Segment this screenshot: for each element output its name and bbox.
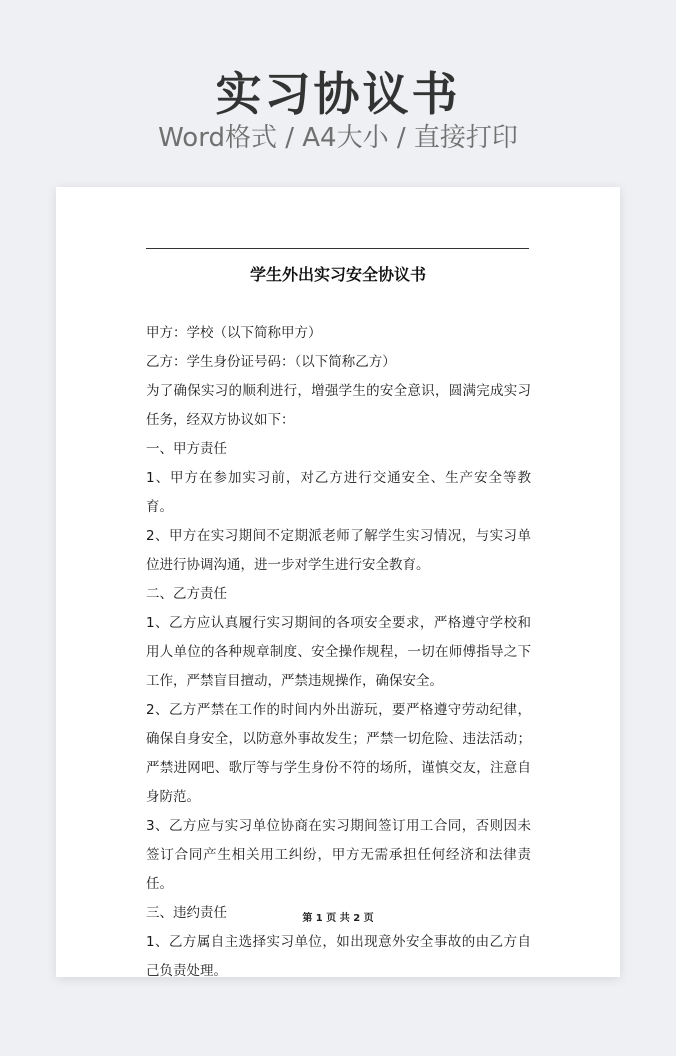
preamble-paragraph: 为了确保实习的顺利进行，增强学生的安全意识，圆满完成实习任务，经双方协议如下： xyxy=(146,383,531,428)
section-heading-party-a: 一、甲方责任 xyxy=(146,441,227,457)
banner-subtitle: Word格式 / A4大小 / 直接打印 xyxy=(158,123,518,153)
clause-paragraph: 3、乙方应与实习单位协商在实习期间签订用工合同，否则因未签订合同产生相关用工纠纷，甲方无需承担任何经济和法律责任。 xyxy=(146,818,531,892)
document-body xyxy=(146,319,531,986)
section-heading-party-b: 二、乙方责任 xyxy=(146,586,227,602)
clause-paragraph: 2、甲方在实习期间不定期派老师了解学生实习情况，与实习单位进行协调沟通，进一步对学生进行安全教育。 xyxy=(146,528,531,573)
party-b-line: 乙方：学生身份证号码：（以下简称乙方） xyxy=(146,354,396,370)
clause-paragraph: 2、乙方严禁在工作的时间内外出游玩，要严格遵守劳动纪律，确保自身安全，以防意外事故发生；严禁一切危险、违法活动；严禁进网吧、歌厅等与学生身份不符的场所，谨慎交友，注意自身防范。 xyxy=(146,702,531,805)
document-page xyxy=(56,187,620,977)
clause-paragraph: 1、乙方应认真履行实习期间的各项安全要求，严格遵守学校和用人单位的各种规章制度、安全操作规程，一切在师傅指导之下工作，严禁盲目擅动，严禁违规操作，确保安全。 xyxy=(146,615,531,689)
header-divider xyxy=(146,248,529,249)
banner-title: 实习协议书 xyxy=(215,67,461,121)
party-a-line: 甲方：学校（以下简称甲方） xyxy=(146,325,322,341)
page-number: 第 1 页 共 2 页 xyxy=(302,913,374,924)
clause-paragraph: 1、乙方属自主选择实习单位，如出现意外安全事故的由乙方自己负责处理。 xyxy=(146,934,531,979)
clause-paragraph: 1、甲方在参加实习前，对乙方进行交通安全、生产安全等教育。 xyxy=(146,470,531,515)
document-title: 学生外出实习安全协议书 xyxy=(249,265,426,284)
section-heading-breach: 三、违约责任 xyxy=(146,905,227,921)
